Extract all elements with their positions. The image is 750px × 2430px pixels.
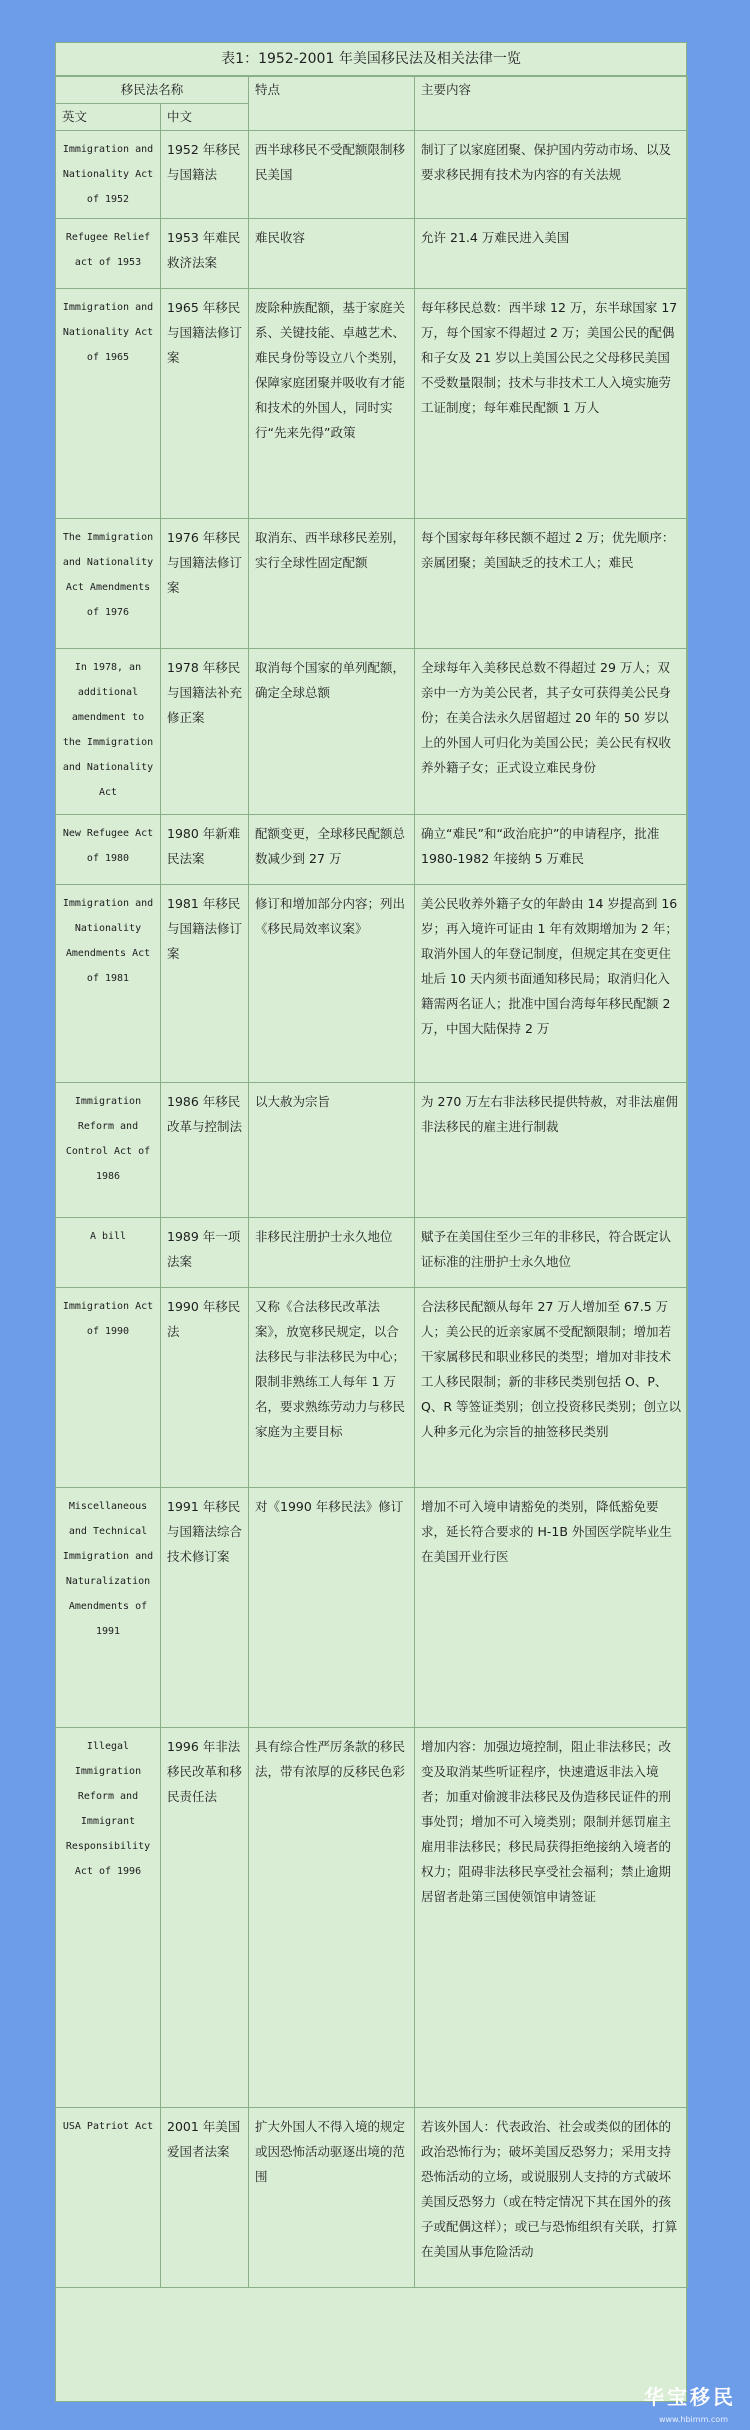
table-row [56,1488,688,1728]
law-english-name: The Immigration and Nationality Act Amendments of 1976 [56,519,161,649]
law-content: 全球每年入美移民总数不得超过 29 万人；双亲中一方为美公民者，其子女可获得美公民身份；在美合法永久居留超过 20 年的 50 岁以上的外国人可归化为美国公民；美公民有权收养外籍子女；正式设立难民身份 [415,649,688,815]
law-features: 非移民注册护士永久地位 [249,1218,415,1288]
law-content: 增加内容：加强边境控制，阻止非法移民；改变及取消某些听证程序，快速遣返非法入境者；加重对偷渡非法移民及伪造移民证件的刑事处罚；增加不可入境类别；限制并惩罚雇主雇用非法移民；移民局获得拒绝接纳入境者的权力；阻碍非法移民享受社会福利；禁止逾期居留者赴第三国使领馆申请签证 [415,1728,688,2108]
law-features: 对《1990 年移民法》修订 [249,1488,415,1728]
law-chinese-name: 1953 年难民救济法案 [161,219,249,289]
law-chinese-name: 1981 年移民与国籍法修订案 [161,885,249,1083]
law-features: 扩大外国人不得入境的规定或因恐怖活动驱逐出境的范围 [249,2108,415,2288]
law-table [55,76,688,2288]
header-chinese: 中文 [161,104,249,131]
law-content: 美公民收养外籍子女的年龄由 14 岁提高到 16 岁；再入境许可证由 1 年有效期增加为 2 年；取消外国人的年登记制度，但规定其在变更住址后 10 天内须书面通知移民局；取消归化入籍需两名证人；批准中国台湾每年移民配额 2 万，中国大陆保持 2 万 [415,885,688,1083]
law-content: 为 270 万左右非法移民提供特赦，对非法雇佣非法移民的雇主进行制裁 [415,1083,688,1218]
law-english-name: Immigration and Nationality Act of 1952 [56,131,161,219]
table-row [56,885,688,1083]
header-main-content: 主要内容 [415,77,688,131]
law-english-name: Refugee Relief act of 1953 [56,219,161,289]
law-features: 取消每个国家的单列配额，确定全球总额 [249,649,415,815]
table-row [56,131,688,219]
law-english-name: Immigration Act of 1990 [56,1288,161,1488]
table-row [56,2108,688,2288]
table-row [56,1728,688,2108]
law-content: 每年移民总数：西半球 12 万，东半球国家 17 万，每个国家不得超过 2 万；美国公民的配偶和子女及 21 岁以上美国公民之父母移民美国不受数量限制；技术与非技术工人入境实施劳工证制度；每年难民配额 1 万人 [415,289,688,519]
law-features: 难民收容 [249,219,415,289]
table-row [56,1083,688,1218]
law-chinese-name: 1976 年移民与国籍法修订案 [161,519,249,649]
law-features: 具有综合性严厉条款的移民法，带有浓厚的反移民色彩 [249,1728,415,2108]
law-english-name: Immigration Reform and Control Act of 1986 [56,1083,161,1218]
law-english-name: A bill [56,1218,161,1288]
table-row [56,1218,688,1288]
law-content: 每个国家每年移民额不超过 2 万；优先顺序：亲属团聚；美国缺乏的技术工人；难民 [415,519,688,649]
law-chinese-name: 1991 年移民与国籍法综合技术修订案 [161,1488,249,1728]
law-content: 赋予在美国住至少三年的非移民，符合既定认证标准的注册护士永久地位 [415,1218,688,1288]
law-table-card [55,42,687,2402]
law-chinese-name: 1965 年移民与国籍法修订案 [161,289,249,519]
law-features: 修订和增加部分内容；列出《移民局效率议案》 [249,885,415,1083]
law-english-name: Illegal Immigration Reform and Immigrant Responsibility Act of 1996 [56,1728,161,2108]
law-chinese-name: 1989 年一项法案 [161,1218,249,1288]
law-features: 废除种族配额，基于家庭关系、关键技能、卓越艺术、难民身份等设立八个类别，保障家庭团聚并吸收有才能和技术的外国人，同时实行“先来先得”政策 [249,289,415,519]
law-content: 允许 21.4 万难民进入美国 [415,219,688,289]
law-content: 增加不可入境申请豁免的类别，降低豁免要求，延长符合要求的 H-1B 外国医学院毕业生在美国开业行医 [415,1488,688,1728]
law-english-name: New Refugee Act of 1980 [56,815,161,885]
header-english: 英文 [56,104,161,131]
table-row [56,649,688,815]
watermark-url: www.hbimm.com [658,2415,728,2424]
law-chinese-name: 1952 年移民与国籍法 [161,131,249,219]
table-row [56,289,688,519]
law-features: 取消东、西半球移民差别，实行全球性固定配额 [249,519,415,649]
law-english-name: Immigration and Nationality Act of 1965 [56,289,161,519]
law-english-name: Immigration and Nationality Amendments Act of 1981 [56,885,161,1083]
law-chinese-name: 1996 年非法移民改革和移民责任法 [161,1728,249,2108]
header-features: 特点 [249,77,415,131]
table-row [56,219,688,289]
table-row [56,519,688,649]
law-features: 配额变更，全球移民配额总数减少到 27 万 [249,815,415,885]
law-chinese-name: 2001 年美国爱国者法案 [161,2108,249,2288]
law-content: 若该外国人：代表政治、社会或类似的团体的政治恐怖行为；破坏美国反恐努力；采用支持恐怖活动的立场，或说服别人支持的方式破坏美国反恐努力（或在特定情况下其在国外的孩子或配偶这样）；或已与恐怖组织有关联，打算在美国从事危险活动 [415,2108,688,2288]
law-english-name: In 1978, an additional amendment to the Immigration and Nationality Act [56,649,161,815]
table-row [56,1288,688,1488]
table-row [56,815,688,885]
law-content: 确立“难民”和“政治庇护”的申请程序，批准 1980-1982 年接纳 5 万难民 [415,815,688,885]
law-chinese-name: 1980 年新难民法案 [161,815,249,885]
law-features: 以大赦为宗旨 [249,1083,415,1218]
header-row-1 [56,77,688,104]
header-law-name: 移民法名称 [56,77,249,104]
watermark-logo: 华宝移民 [644,2385,736,2409]
law-content: 合法移民配额从每年 27 万人增加至 67.5 万人；美公民的近亲家属不受配额限制；增加若干家属移民和职业移民的类型；增加对非技术工人移民限制；新的非移民类别包括 O、P、Q、R 等签证类别；创立投资移民类别；创立以人种多元化为宗旨的抽签移民类别 [415,1288,688,1488]
law-english-name: USA Patriot Act [56,2108,161,2288]
law-features: 又称《合法移民改革法案》，放宽移民规定，以合法移民与非法移民为中心；限制非熟练工人每年 1 万名，要求熟练劳动力与移民家庭为主要目标 [249,1288,415,1488]
law-chinese-name: 1986 年移民改革与控制法 [161,1083,249,1218]
law-content: 制订了以家庭团聚、保护国内劳动市场、以及要求移民拥有技术为内容的有关法规 [415,131,688,219]
law-chinese-name: 1978 年移民与国籍法补充修正案 [161,649,249,815]
law-english-name: Miscellaneous and Technical Immigration and Naturalization Amendments of 1991 [56,1488,161,1728]
law-chinese-name: 1990 年移民法 [161,1288,249,1488]
law-features: 西半球移民不受配额限制移民美国 [249,131,415,219]
table-title: 表1：1952-2001 年美国移民法及相关法律一览 [56,43,686,76]
